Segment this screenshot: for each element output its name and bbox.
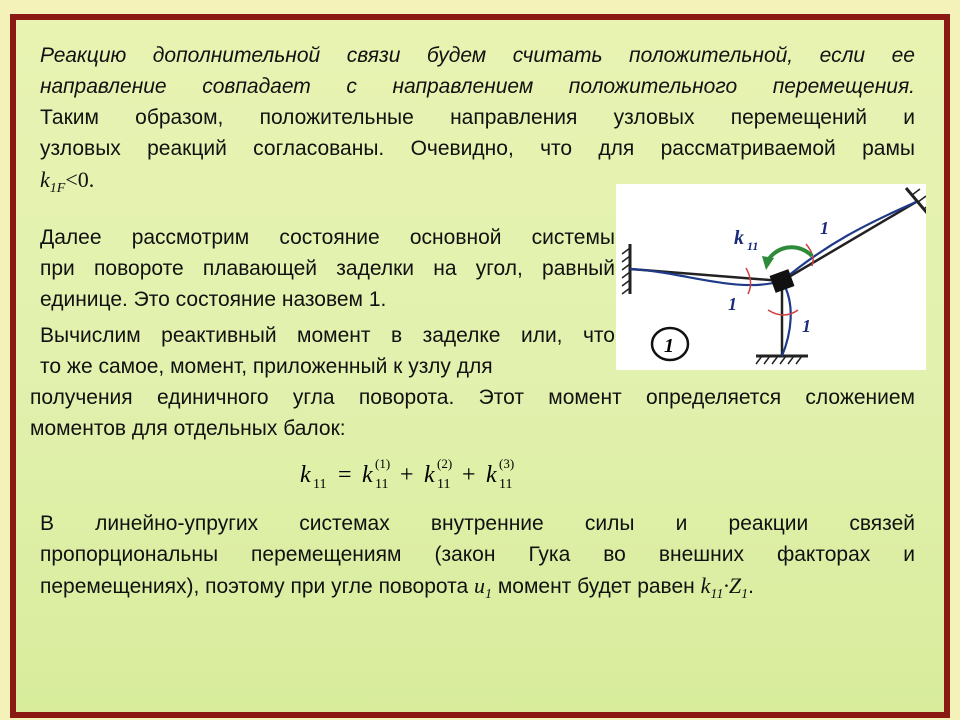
bottom-fixed-support <box>756 356 808 364</box>
text-line: единице. Это состояние назовем 1. <box>40 288 387 311</box>
text-line: Далее рассмотрим состояние основной системы <box>40 226 615 249</box>
formula-k11-sum <box>296 452 556 492</box>
paragraph-sum-of-moments <box>30 382 915 444</box>
svg-text:11: 11 <box>313 477 327 492</box>
svg-text:1: 1 <box>664 335 674 357</box>
text-line: направление совпадает с направлением положительного перемещения. <box>40 75 915 98</box>
text-line: пропорциональны перемещениям (закон Гука во внешних факторах и <box>40 543 915 566</box>
paragraph-hooke-law <box>40 508 915 610</box>
svg-text:11: 11 <box>437 477 451 492</box>
paragraph-reactive-moment <box>40 320 615 382</box>
svg-text:11: 11 <box>499 477 513 492</box>
text-line: моментов для отдельных балок: <box>30 417 346 440</box>
svg-text:(1): (1) <box>375 456 391 471</box>
paragraph-state-1 <box>40 222 615 315</box>
svg-text:+: + <box>400 462 414 488</box>
svg-text:(3): (3) <box>499 456 515 471</box>
svg-text:k: k <box>486 462 497 488</box>
svg-text:+: + <box>462 462 476 488</box>
text-line-with-symbols: перемещениях), поэтому при угле поворота $u_1$ момент будет равен $k_{11}\cdot Z_1$. <box>40 573 754 603</box>
text-line: узловых реакций согласованы. Очевидно, что для рассматриваемой рамы <box>40 137 915 160</box>
text-line: Реакцию дополнительной связи будем считать положительной, если ее <box>40 44 915 67</box>
svg-text:k: k <box>362 462 373 488</box>
svg-text:11: 11 <box>747 239 759 253</box>
text-line: то же самое, момент, приложенный к узлу для <box>40 355 493 378</box>
formula-equals: = <box>338 462 352 488</box>
svg-text:11: 11 <box>375 477 389 492</box>
svg-text:k: k <box>424 462 435 488</box>
text-line: при повороте плавающей заделки на угол, равный <box>40 257 615 280</box>
formula-lhs: k <box>300 462 311 488</box>
angle-label-top: 1 <box>820 218 829 238</box>
left-fixed-support <box>622 244 630 294</box>
moment-label: k <box>734 227 744 249</box>
text-line: В линейно-упругих системах внутренние силы и реакции связей <box>40 512 915 535</box>
text-line: получения единичного угла поворота. Этот момент определяется сложением <box>30 386 915 409</box>
frame-diagram <box>616 184 926 370</box>
angle-label-left: 1 <box>728 294 737 314</box>
paragraph-positive-reaction <box>40 40 915 204</box>
top-right-fixed-support <box>906 188 926 214</box>
slide <box>10 14 950 718</box>
state-number-badge <box>652 328 688 360</box>
svg-text:(2): (2) <box>437 456 453 471</box>
text-line: Таким образом, положительные направления узловых перемещений и <box>40 106 915 129</box>
text-line: Вычислим реактивный момент в заделке или, что <box>40 324 615 347</box>
k1f-inequality: $k_{1F}<0$. <box>40 167 95 197</box>
angle-label-bottom: 1 <box>802 316 811 336</box>
